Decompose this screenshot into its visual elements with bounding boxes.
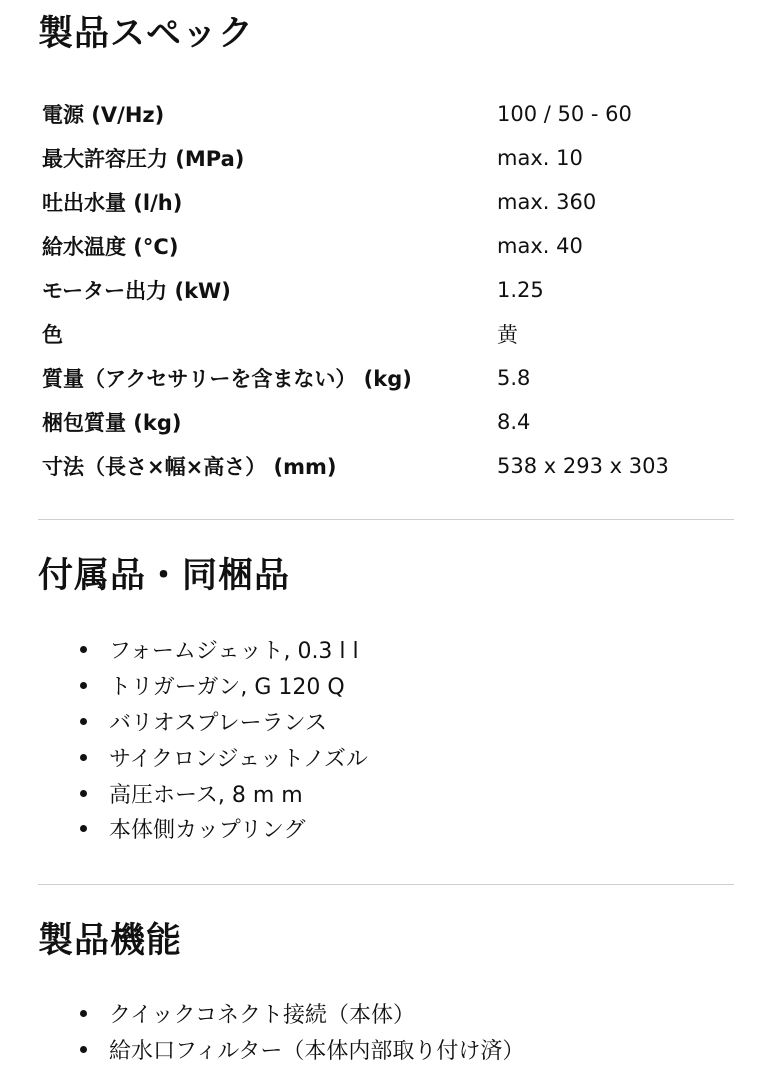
spec-row	[42, 444, 742, 488]
spec-label: 寸法（長さ×幅×高さ） (mm)	[42, 455, 337, 479]
spec-row	[42, 136, 742, 180]
bullet-icon	[80, 754, 87, 761]
features-heading: 製品機能	[38, 921, 183, 961]
spec-label: 質量（アクセサリーを含まない） (kg)	[42, 367, 412, 391]
spec-row	[42, 312, 742, 356]
spec-label: 最大許容圧力 (MPa)	[42, 147, 245, 171]
spec-label: 梱包質量 (kg)	[42, 411, 182, 435]
spec-value: 黄	[497, 323, 518, 347]
list-item	[80, 811, 368, 847]
spec-row	[42, 268, 742, 312]
section-divider	[38, 519, 734, 520]
spec-row	[42, 92, 742, 136]
spec-row	[42, 356, 742, 400]
spec-heading: 製品スペック	[38, 14, 255, 54]
accessories-heading: 付属品・同梱品	[38, 556, 291, 596]
bullet-icon	[80, 646, 87, 653]
list-item-text: 給水口フィルター（本体内部取り付け済）	[109, 1039, 525, 1065]
spec-value: max. 40	[497, 234, 583, 258]
spec-label: モーター出力 (kW)	[42, 279, 231, 303]
spec-label: 吐出水量 (l/h)	[42, 191, 183, 215]
list-item-text: トリガーガン, G 120 Q	[109, 675, 345, 701]
list-item-text: 本体側カップリング	[109, 818, 306, 844]
spec-label: 色	[42, 323, 63, 347]
spec-label: 給水温度 (°C)	[42, 235, 179, 259]
list-item	[80, 704, 368, 740]
bullet-icon	[80, 718, 87, 725]
list-item-text: サイクロンジェットノズル	[109, 746, 368, 772]
spec-table	[42, 92, 742, 488]
spec-row	[42, 180, 742, 224]
list-item-text: 高圧ホース, 8 m m	[109, 782, 303, 808]
list-item-text: フォームジェット, 0.3 l l	[109, 639, 359, 665]
list-item	[80, 632, 368, 668]
spec-value: 5.8	[497, 366, 531, 390]
bullet-icon	[80, 825, 87, 832]
list-item	[80, 996, 524, 1032]
list-item-text: バリオスプレーランス	[109, 710, 328, 736]
list-item	[80, 739, 368, 775]
accessories-list	[80, 632, 368, 847]
list-item	[80, 775, 368, 811]
list-item	[80, 668, 368, 704]
spec-value: 538 x 293 x 303	[497, 454, 669, 478]
spec-label: 電源 (V/Hz)	[42, 103, 165, 127]
bullet-icon	[80, 1046, 87, 1053]
spec-value: max. 10	[497, 146, 583, 170]
spec-value: 1.25	[497, 278, 544, 302]
spec-row	[42, 400, 742, 444]
spec-value: 100 / 50 - 60	[497, 102, 632, 126]
section-divider	[38, 884, 734, 885]
features-list	[80, 996, 524, 1068]
list-item	[80, 1032, 524, 1068]
spec-value: max. 360	[497, 190, 597, 214]
bullet-icon	[80, 1010, 87, 1017]
list-item-text: クイックコネクト接続（本体）	[109, 1003, 416, 1029]
spec-row	[42, 224, 742, 268]
bullet-icon	[80, 682, 87, 689]
bullet-icon	[80, 790, 87, 797]
spec-value: 8.4	[497, 410, 531, 434]
